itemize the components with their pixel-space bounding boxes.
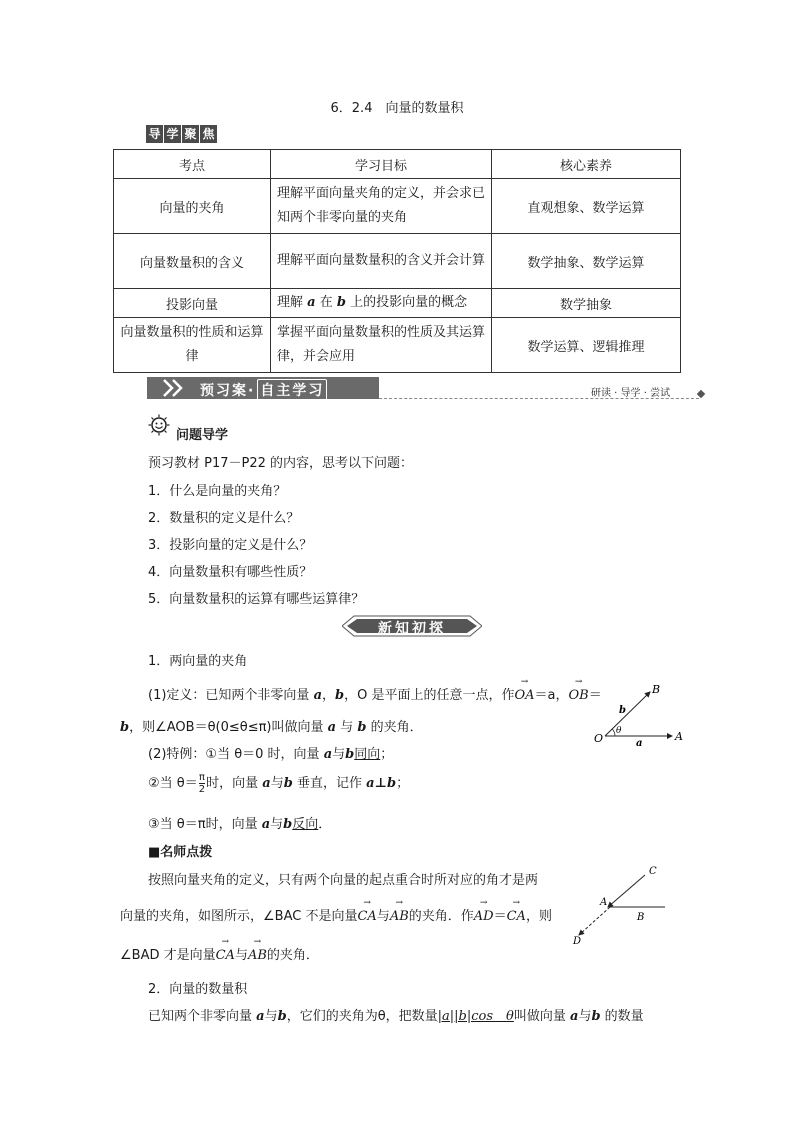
s1-special-opposite (148, 813, 331, 832)
text: 与 (270, 817, 284, 832)
section-tag (146, 125, 217, 143)
guide-intro: 预习教材 P17－P22 的内容，思考以下问题： (148, 456, 414, 471)
question-item: 2．数量积的定义是什么？ (148, 511, 300, 526)
var-b: b (336, 295, 346, 310)
ray-ad (579, 907, 610, 935)
goal-text: 理解 (277, 295, 308, 310)
text: ，O 是平面上的任意一点，作 (344, 688, 515, 703)
label-a: A (675, 730, 683, 743)
s1-special-perp (148, 772, 409, 795)
text: 与 (336, 720, 358, 735)
cell-literacy: 数学运算、逻辑推理 (492, 318, 681, 373)
banner-subtitle: 研读 · 导学 · 尝试 (591, 388, 671, 399)
header-topic: 考点 (114, 150, 271, 179)
tip-line1: 按照向量夹角的定义，只有两个向量的起点重合时所对应的角才是两 (148, 873, 539, 888)
learning-goals-table (113, 149, 681, 373)
label-d: D (573, 936, 582, 947)
vector-ca: → CA (507, 909, 526, 924)
label-o: O (594, 732, 604, 745)
text: ， (555, 688, 569, 703)
text: ＝a (534, 688, 556, 703)
var-b: b (335, 688, 345, 703)
vector-oa: → OA (514, 688, 534, 703)
text: ②当 θ＝ (148, 776, 198, 791)
text: ③当 θ＝π时，向量 (148, 817, 262, 832)
label-b: B (652, 683, 661, 696)
angle-figure (588, 680, 688, 750)
text: 的数量 (600, 1009, 644, 1024)
angle-arc (612, 729, 615, 736)
label-c: C (649, 866, 657, 877)
ray-ob (605, 692, 650, 736)
ray-ca (608, 875, 645, 907)
text: ； (380, 747, 394, 762)
text: 已知两个非零向量 (148, 1009, 257, 1024)
text: ，则∠AOB＝θ(0≤θ≤π)叫做向量 (129, 720, 328, 735)
s1-definition-line1 (148, 684, 602, 703)
perp-symbol: a⊥b (366, 776, 397, 791)
cell-goal: 理解平面向量夹角的定义，并会求已知两个非零向量的夹角 (271, 179, 492, 234)
numerator: π (198, 772, 205, 783)
header-literacy: 核心素养 (492, 150, 681, 179)
table-row (114, 234, 681, 289)
cell-topic: 向量数量积的含义 (114, 234, 271, 289)
text: (1)定义：已知两个非零向量 (148, 688, 314, 703)
var-a: a (256, 1009, 265, 1024)
question-item: 1．什么是向量的夹角？ (148, 484, 287, 499)
var-a: a (261, 817, 271, 832)
var-b: b (277, 1009, 287, 1024)
text: ，则 (525, 909, 552, 924)
var-b: b (591, 1009, 601, 1024)
text: ＝ (588, 688, 602, 703)
cell-literacy: 直观想象、数学运算 (492, 179, 681, 234)
smiley-icon (148, 414, 170, 436)
text: ． (318, 817, 332, 832)
var-a: a (313, 688, 322, 703)
text: 与 (270, 776, 284, 791)
text: ，它们的夹角为θ，把数量 (286, 1009, 438, 1024)
vector-ab: → AB (248, 948, 267, 963)
text: 叫做向量 (513, 1009, 570, 1024)
s2-heading: 2．向量的数量积 (148, 982, 248, 997)
question-item: 5．向量数量积的运算有哪些运算律？ (148, 592, 365, 607)
text: ， (322, 688, 336, 703)
answer-same-direction: 同向 (354, 747, 381, 762)
var-a: a (307, 295, 316, 310)
denominator: 2 (198, 784, 206, 795)
s2-definition (148, 1005, 644, 1024)
tip-line2 (120, 905, 552, 924)
table-header-row (114, 150, 681, 179)
cell-goal (271, 289, 492, 318)
cell-topic: 投影向量 (114, 289, 271, 318)
cell-goal: 理解平面向量数量积的含义并会计算 (271, 234, 492, 289)
label-b: B (637, 912, 645, 923)
cell-topic: 向量数量积的性质和运算律 (114, 318, 271, 373)
vector-ca: → CA (216, 948, 235, 963)
s1-definition-line2 (120, 716, 423, 735)
cell-goal: 掌握平面向量数量积的性质及其运算律，并会应用 (271, 318, 492, 373)
text: 时，向量 (206, 776, 263, 791)
var-a: a (262, 776, 271, 791)
tag-char: 学 (164, 125, 181, 143)
tag-char: 导 (146, 125, 163, 143)
angle-tip-figure (565, 862, 665, 947)
cell-literacy: 数学抽象、数学运算 (492, 234, 681, 289)
text: (2)特例：①当 θ＝0 时，向量 (148, 747, 324, 762)
fraction-pi-over-2 (199, 772, 205, 795)
var-b: b (357, 720, 367, 735)
vector-ad: → AD (474, 909, 494, 924)
text: 垂直，记作 (292, 776, 367, 791)
question-item: 3．投影向量的定义是什么？ (148, 538, 313, 553)
guide-heading: 问题导学 (176, 428, 229, 443)
vector-ob: → OB (569, 688, 589, 703)
text: 与 (578, 1009, 592, 1024)
text: 与 (332, 747, 346, 762)
cell-literacy: 数学抽象 (492, 289, 681, 318)
s1-special-same (148, 743, 393, 762)
text: ∠BAD 才是向量 (120, 948, 216, 963)
goal-text: 在 (315, 295, 337, 310)
vector-ca: → CA (357, 909, 376, 924)
vector-ab: → AB (390, 909, 409, 924)
tip-line3 (120, 944, 319, 963)
tip-heading: ■名师点拨 (148, 845, 213, 860)
text: 与 (376, 909, 390, 924)
section-banner-title: 新知初探 (378, 621, 446, 637)
question-item: 4．向量数量积有哪些性质？ (148, 565, 313, 580)
s1-heading: 1．两向量的夹角 (148, 654, 248, 669)
text: 与 (264, 1009, 278, 1024)
var-a: a (327, 720, 337, 735)
table-row (114, 289, 681, 318)
var-b: b (120, 720, 130, 735)
tag-char: 聚 (182, 125, 199, 143)
text: 的夹角． (366, 720, 423, 735)
banner-box: 自主学习 (257, 379, 327, 401)
text: 的夹角． (266, 948, 319, 963)
var-b: b (345, 747, 355, 762)
table-row (114, 318, 681, 373)
cell-topic: 向量的夹角 (114, 179, 271, 234)
var-b: b (283, 817, 293, 832)
chevron-icon (160, 377, 190, 399)
label-theta: θ (616, 726, 622, 736)
text: 的夹角．作 (408, 909, 474, 924)
page-title: 6．2.4 向量的数量积 (330, 101, 464, 116)
table-row (114, 179, 681, 234)
text: 向量的夹角，如图所示，∠BAC 不是向量 (120, 909, 358, 924)
goal-text: 上的投影向量的概念 (345, 295, 468, 310)
banner-main: 预习案· (200, 383, 256, 399)
text: 与 (234, 948, 248, 963)
text: ＝ (493, 909, 507, 924)
banner-title (200, 379, 327, 401)
answer-opposite-direction: 反向 (292, 817, 319, 832)
label-vec-a: a (636, 738, 643, 749)
header-goal: 学习目标 (271, 150, 492, 179)
var-a: a (323, 747, 333, 762)
text: ； (396, 776, 410, 791)
tag-char: 焦 (200, 125, 217, 143)
var-b: b (283, 776, 293, 791)
label-vec-b: b (619, 705, 626, 716)
label-a: A (600, 897, 608, 908)
formula-dot-product: |a||b|cos θ (437, 1009, 514, 1024)
diamond-icon (697, 390, 705, 398)
var-a: a (570, 1009, 579, 1024)
